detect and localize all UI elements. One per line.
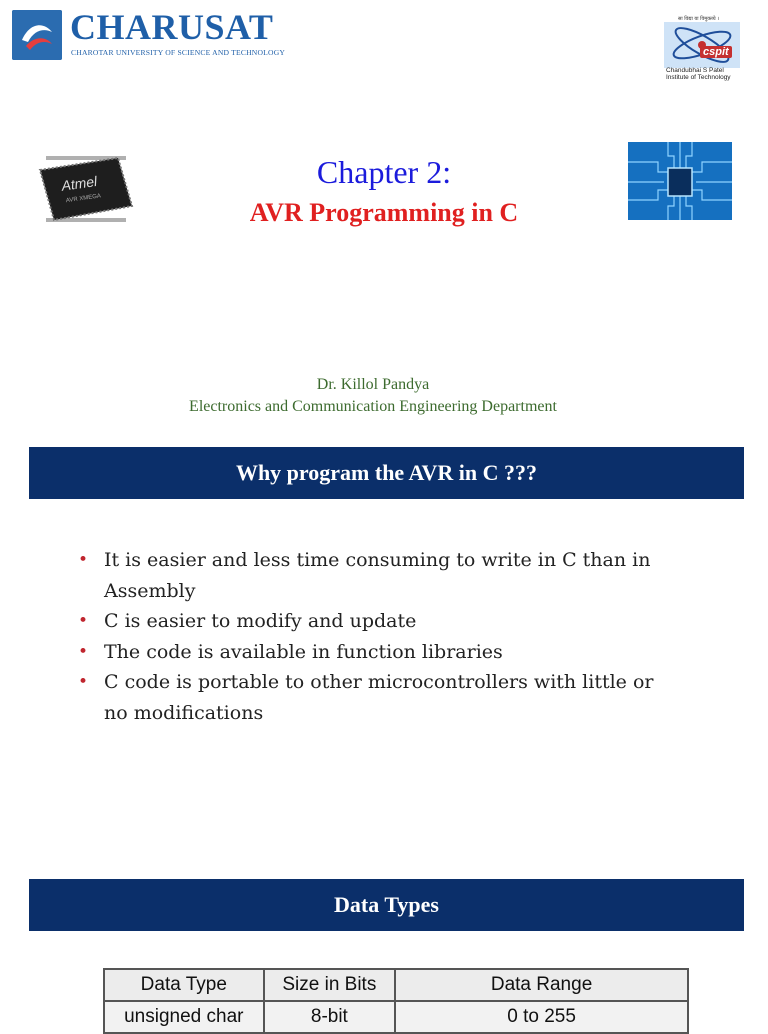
cspit-line2: Institute of Technology <box>666 74 731 81</box>
bullet-text: The code is available in function libraries <box>104 640 503 663</box>
section-banner-why: Why program the AVR in C ??? <box>29 447 744 499</box>
bullet-list <box>78 545 678 728</box>
chapter-subtitle: AVR Programming in C <box>249 198 519 227</box>
table-header-cell: Data Type <box>104 969 264 1001</box>
table-row <box>104 1001 688 1033</box>
charusat-subtitle: CHAROTAR UNIVERSITY OF SCIENCE AND TECHNOLOGY <box>71 48 286 57</box>
table-cell: 8-bit <box>264 1001 396 1033</box>
table-header-row <box>104 969 688 1001</box>
bullet-item <box>78 667 678 728</box>
table-cell: 0 to 255 <box>395 1001 688 1033</box>
bullet-text: C code is portable to other microcontrollers with little or no modifications <box>104 671 654 724</box>
bullet-dot-icon: • <box>78 641 89 662</box>
bullet-text: It is easier and less time consuming to write in C than in Assembly <box>104 549 651 602</box>
author-name: Dr. Killol Pandya <box>316 376 430 393</box>
section-banner-data-types: Data Types <box>29 879 744 931</box>
bullet-dot-icon: • <box>78 611 89 631</box>
charusat-logo <box>12 7 286 62</box>
cspit-logo <box>660 16 744 82</box>
bullet-dot-icon: • <box>78 550 89 570</box>
cspit-tagline: सा विद्या या विमुक्तये । <box>678 16 720 22</box>
cspit-orbit-icon <box>664 22 740 68</box>
svg-text:AVR XMEGA: AVR XMEGA <box>65 193 102 205</box>
cspit-line1: Chandubhai S Patel <box>666 67 724 74</box>
bullet-dot-icon: • <box>78 672 89 692</box>
cspit-name: cspit <box>700 46 732 58</box>
bullet-item <box>78 637 678 668</box>
bullet-text: C is easier to modify and update <box>104 610 417 632</box>
chapter-title: Chapter 2: <box>316 154 452 190</box>
author-department: Electronics and Communication Engineering Department <box>189 398 557 415</box>
charusat-emblem-icon <box>12 10 62 60</box>
table-cell: unsigned char <box>104 1001 264 1033</box>
table-header-cell: Data Range <box>395 969 688 1001</box>
data-types-table <box>103 968 689 1034</box>
bullet-item <box>78 545 678 606</box>
bullet-item <box>78 606 678 637</box>
charusat-name: CHARUSAT <box>70 7 274 47</box>
svg-text:Atmel: Atmel <box>60 172 99 194</box>
table-header-cell: Size in Bits <box>264 969 396 1001</box>
